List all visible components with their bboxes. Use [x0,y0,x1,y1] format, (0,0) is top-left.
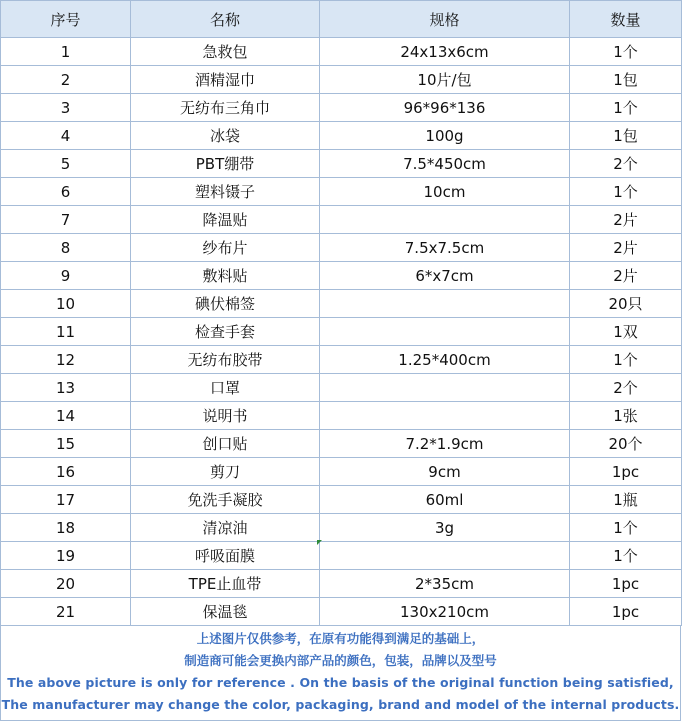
cell-name: 检查手套 [131,318,320,346]
cell-spec [320,206,570,234]
cell-quantity: 1pc [570,458,682,486]
cell-quantity: 20只 [570,290,682,318]
cell-index: 13 [1,374,131,402]
cell-index: 16 [1,458,131,486]
cell-quantity: 1个 [570,38,682,66]
cell-spec: 130x210cm [320,598,570,626]
table-row [1,598,682,626]
table-row [1,262,682,290]
cell-spec [320,290,570,318]
table-row [1,66,682,94]
header-row [1,1,682,38]
cell-spec [320,402,570,430]
cell-index: 19 [1,542,131,570]
table-row [1,542,682,570]
cell-index: 4 [1,122,131,150]
table-row [1,570,682,598]
cell-spec: 96*96*136 [320,94,570,122]
cell-spec: 6*x7cm [320,262,570,290]
cell-quantity: 1包 [570,122,682,150]
cell-index: 2 [1,66,131,94]
cell-spec [320,542,570,570]
table-row [1,122,682,150]
table-header [1,1,682,38]
cell-index: 14 [1,402,131,430]
cell-quantity: 1张 [570,402,682,430]
table-row [1,374,682,402]
cell-quantity: 1个 [570,94,682,122]
table-row [1,486,682,514]
cell-index: 11 [1,318,131,346]
table-row [1,290,682,318]
cell-spec: 10片/包 [320,66,570,94]
cell-name: 呼吸面膜 [131,542,320,570]
disclaimer-cn-line-2: 制造商可能会更换内部产品的颜色，包装，品牌以及型号 [184,653,497,668]
cell-index: 15 [1,430,131,458]
cell-quantity: 2片 [570,262,682,290]
cell-name: 无纺布胶带 [131,346,320,374]
table-row [1,458,682,486]
table-row [1,514,682,542]
cell-quantity: 20个 [570,430,682,458]
table-row [1,346,682,374]
table-row [1,318,682,346]
cell-spec: 10cm [320,178,570,206]
cell-index: 6 [1,178,131,206]
cell-quantity: 1个 [570,346,682,374]
cell-name: 敷料贴 [131,262,320,290]
cell-spec: 100g [320,122,570,150]
cell-name: 剪刀 [131,458,320,486]
cell-spec: 24x13x6cm [320,38,570,66]
cell-name: 清凉油 [131,514,320,542]
cell-spec: 7.2*1.9cm [320,430,570,458]
cell-spec: 1.25*400cm [320,346,570,374]
cell-quantity: 1个 [570,542,682,570]
cell-index: 17 [1,486,131,514]
cell-spec: 60ml [320,486,570,514]
cell-spec [320,374,570,402]
cell-name: 纱布片 [131,234,320,262]
cell-corner-mark [317,540,322,545]
header-quantity: 数量 [570,1,682,38]
cell-index: 10 [1,290,131,318]
cell-index: 20 [1,570,131,598]
cell-quantity: 1pc [570,570,682,598]
table-row [1,402,682,430]
table-body [1,38,682,626]
cell-index: 5 [1,150,131,178]
cell-name: 酒精湿巾 [131,66,320,94]
table-row [1,150,682,178]
cell-spec [320,318,570,346]
cell-name: 保温毯 [131,598,320,626]
table-row [1,430,682,458]
table-row [1,94,682,122]
cell-spec: 9cm [320,458,570,486]
cell-name: TPE止血带 [131,570,320,598]
cell-index: 7 [1,206,131,234]
cell-name: 急救包 [131,38,320,66]
disclaimer-en-line-1: The above picture is only for reference . On the basis of the original function being satisfied, [7,675,674,690]
cell-quantity: 1双 [570,318,682,346]
cell-index: 1 [1,38,131,66]
table-row [1,234,682,262]
cell-quantity: 1pc [570,598,682,626]
cell-quantity: 1个 [570,178,682,206]
cell-quantity: 2片 [570,234,682,262]
cell-quantity: 2个 [570,374,682,402]
cell-name: 口罩 [131,374,320,402]
table-row [1,38,682,66]
header-name: 名称 [131,1,320,38]
cell-quantity: 1包 [570,66,682,94]
cell-name: 无纺布三角巾 [131,94,320,122]
cell-spec: 3g [320,514,570,542]
cell-spec: 7.5*450cm [320,150,570,178]
cell-name: 降温贴 [131,206,320,234]
table-row [1,178,682,206]
header-index: 序号 [1,1,131,38]
cell-index: 9 [1,262,131,290]
cell-quantity: 2个 [570,150,682,178]
header-spec: 规格 [320,1,570,38]
cell-quantity: 1瓶 [570,486,682,514]
cell-spec: 7.5x7.5cm [320,234,570,262]
cell-name: 塑料镊子 [131,178,320,206]
cell-name: 创口贴 [131,430,320,458]
cell-index: 21 [1,598,131,626]
cell-name: 冰袋 [131,122,320,150]
cell-index: 3 [1,94,131,122]
cell-index: 8 [1,234,131,262]
disclaimer-note [0,625,681,721]
disclaimer-en-line-2: The manufacturer may change the color, packaging, brand and model of the internal products. [1,697,680,712]
cell-name: 碘伏棉签 [131,290,320,318]
cell-index: 12 [1,346,131,374]
cell-name: PBT绷带 [131,150,320,178]
disclaimer-cn-line-1: 上述图片仅供参考，在原有功能得到满足的基础上， [196,631,485,646]
cell-name: 免洗手凝胶 [131,486,320,514]
cell-quantity: 1个 [570,514,682,542]
cell-spec: 2*35cm [320,570,570,598]
cell-quantity: 2片 [570,206,682,234]
table-row [1,206,682,234]
cell-name: 说明书 [131,402,320,430]
cell-index: 18 [1,514,131,542]
